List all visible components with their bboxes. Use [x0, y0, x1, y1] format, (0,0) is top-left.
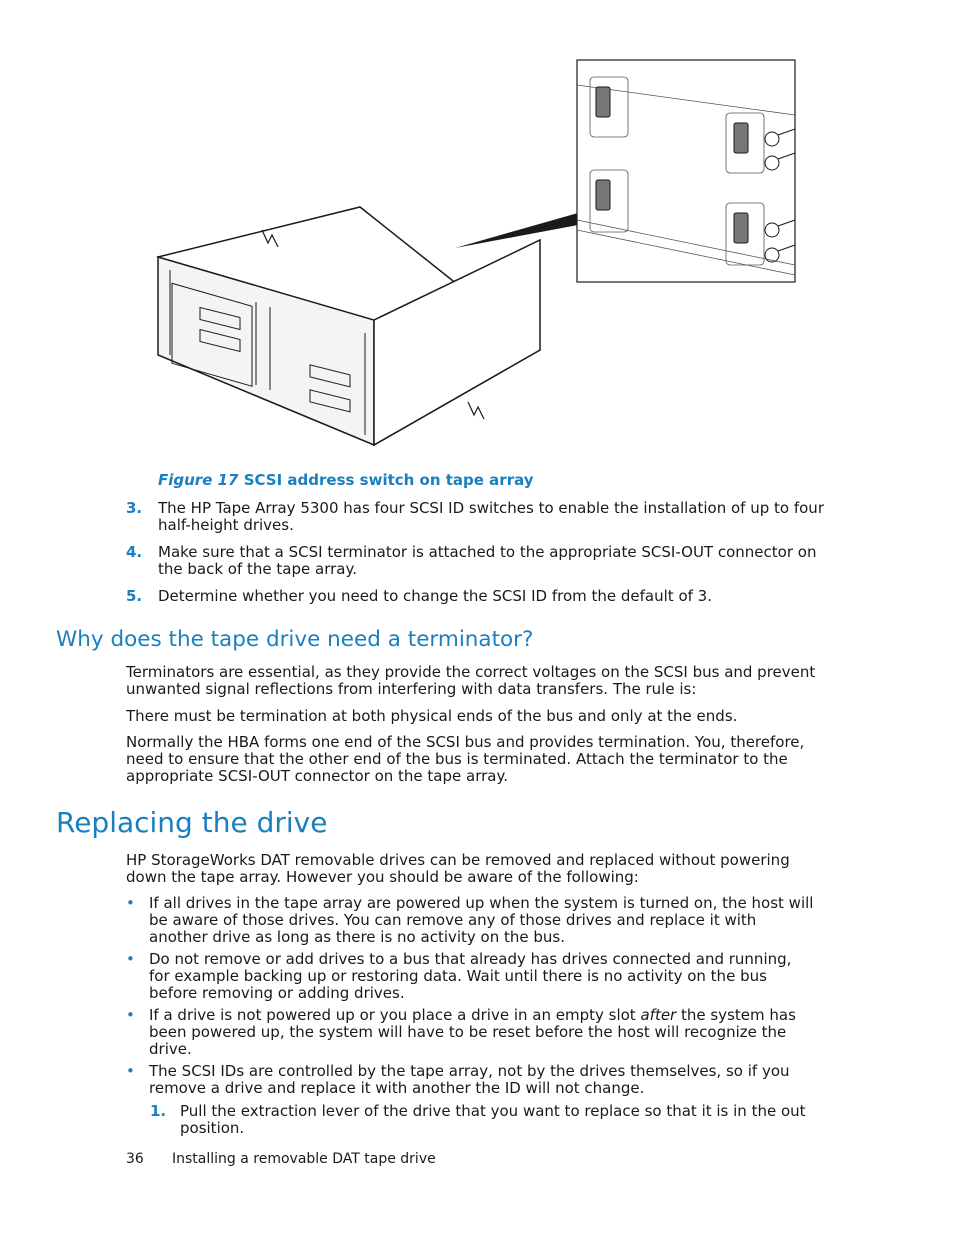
figure-caption	[158, 471, 534, 489]
list-item	[126, 1063, 816, 1097]
section-heading-replacing: Replacing the drive	[56, 806, 328, 839]
bullet-icon: •	[126, 1062, 135, 1080]
step-text: The HP Tape Array 5300 has four SCSI ID switches to enable the installation of up to four half-height drives.	[158, 499, 824, 534]
step-number: 1.	[150, 1102, 167, 1120]
replacing-intro: HP StorageWorks DAT removable drives can be removed and replaced without powering down the tape array. However you should be aware of the following:	[126, 851, 790, 886]
bullet-icon: •	[126, 950, 135, 968]
step-4	[126, 544, 836, 578]
step-3	[126, 500, 836, 534]
bullet-text-post: the system has been powered up, the system will have to be reset before the host will recognize the drive.	[149, 1006, 796, 1058]
list-item	[126, 895, 816, 946]
terminator-paragraph-2: There must be termination at both physical ends of the bus and only at the ends.	[126, 707, 738, 725]
page-number: 36	[126, 1151, 144, 1167]
bullet-text: The SCSI IDs are controlled by the tape array, not by the drives themselves, so if you remove a drive and replace it with another the ID will not change.	[149, 1062, 790, 1097]
step-number: 4.	[126, 543, 143, 561]
footer-chapter-title: Installing a removable DAT tape drive	[172, 1151, 436, 1167]
bullet-icon: •	[126, 1006, 135, 1024]
bullet-text: If all drives in the tape array are powered up when the system is turned on, the host will be aware of those drives. You can remove any of those drives and replace it with another drive as long as there is no activity on the bus.	[149, 894, 814, 946]
step-text: Pull the extraction lever of the drive that you want to replace so that it is in the out position.	[180, 1102, 806, 1137]
bullet-icon: •	[126, 894, 135, 912]
terminator-paragraph-3: Normally the HBA forms one end of the SCSI bus and provides termination. You, therefore, need to ensure that the other end of the bus is terminated. Attach the terminator to the appropriate SCSI-OUT connector on the tape array.	[126, 733, 805, 785]
substep-1	[126, 1103, 816, 1137]
bullet-text-emphasis: after	[640, 1006, 677, 1024]
step-text: Determine whether you need to change the SCSI ID from the default of 3.	[158, 587, 712, 605]
step-number: 5.	[126, 587, 143, 605]
bullet-text: Do not remove or add drives to a bus that already has drives connected and running, for example backing up or restoring data. Wait until there is no activity on the bus before removing or adding drives.	[149, 950, 792, 1002]
step-text: Make sure that a SCSI terminator is attached to the appropriate SCSI-OUT connector on the back of the tape array.	[158, 543, 817, 578]
procedure-steps	[126, 500, 836, 615]
list-item	[126, 1007, 816, 1058]
step-5	[126, 588, 836, 605]
figure-caption-label: Figure 17	[158, 471, 239, 489]
tape-array-illustration	[150, 55, 810, 465]
step-number: 3.	[126, 499, 143, 517]
list-item	[126, 951, 816, 1002]
replacing-bullets	[126, 895, 816, 1137]
bullet-text-pre: If a drive is not powered up or you place a drive in an empty slot	[149, 1006, 641, 1024]
terminator-paragraph-1: Terminators are essential, as they provide the correct voltages on the SCSI bus and prevent unwanted signal reflections from interfering with data transfers. The rule is:	[126, 663, 816, 698]
section-heading-terminator: Why does the tape drive need a terminator?	[56, 627, 534, 652]
figure-caption-text: SCSI address switch on tape array	[243, 471, 534, 489]
